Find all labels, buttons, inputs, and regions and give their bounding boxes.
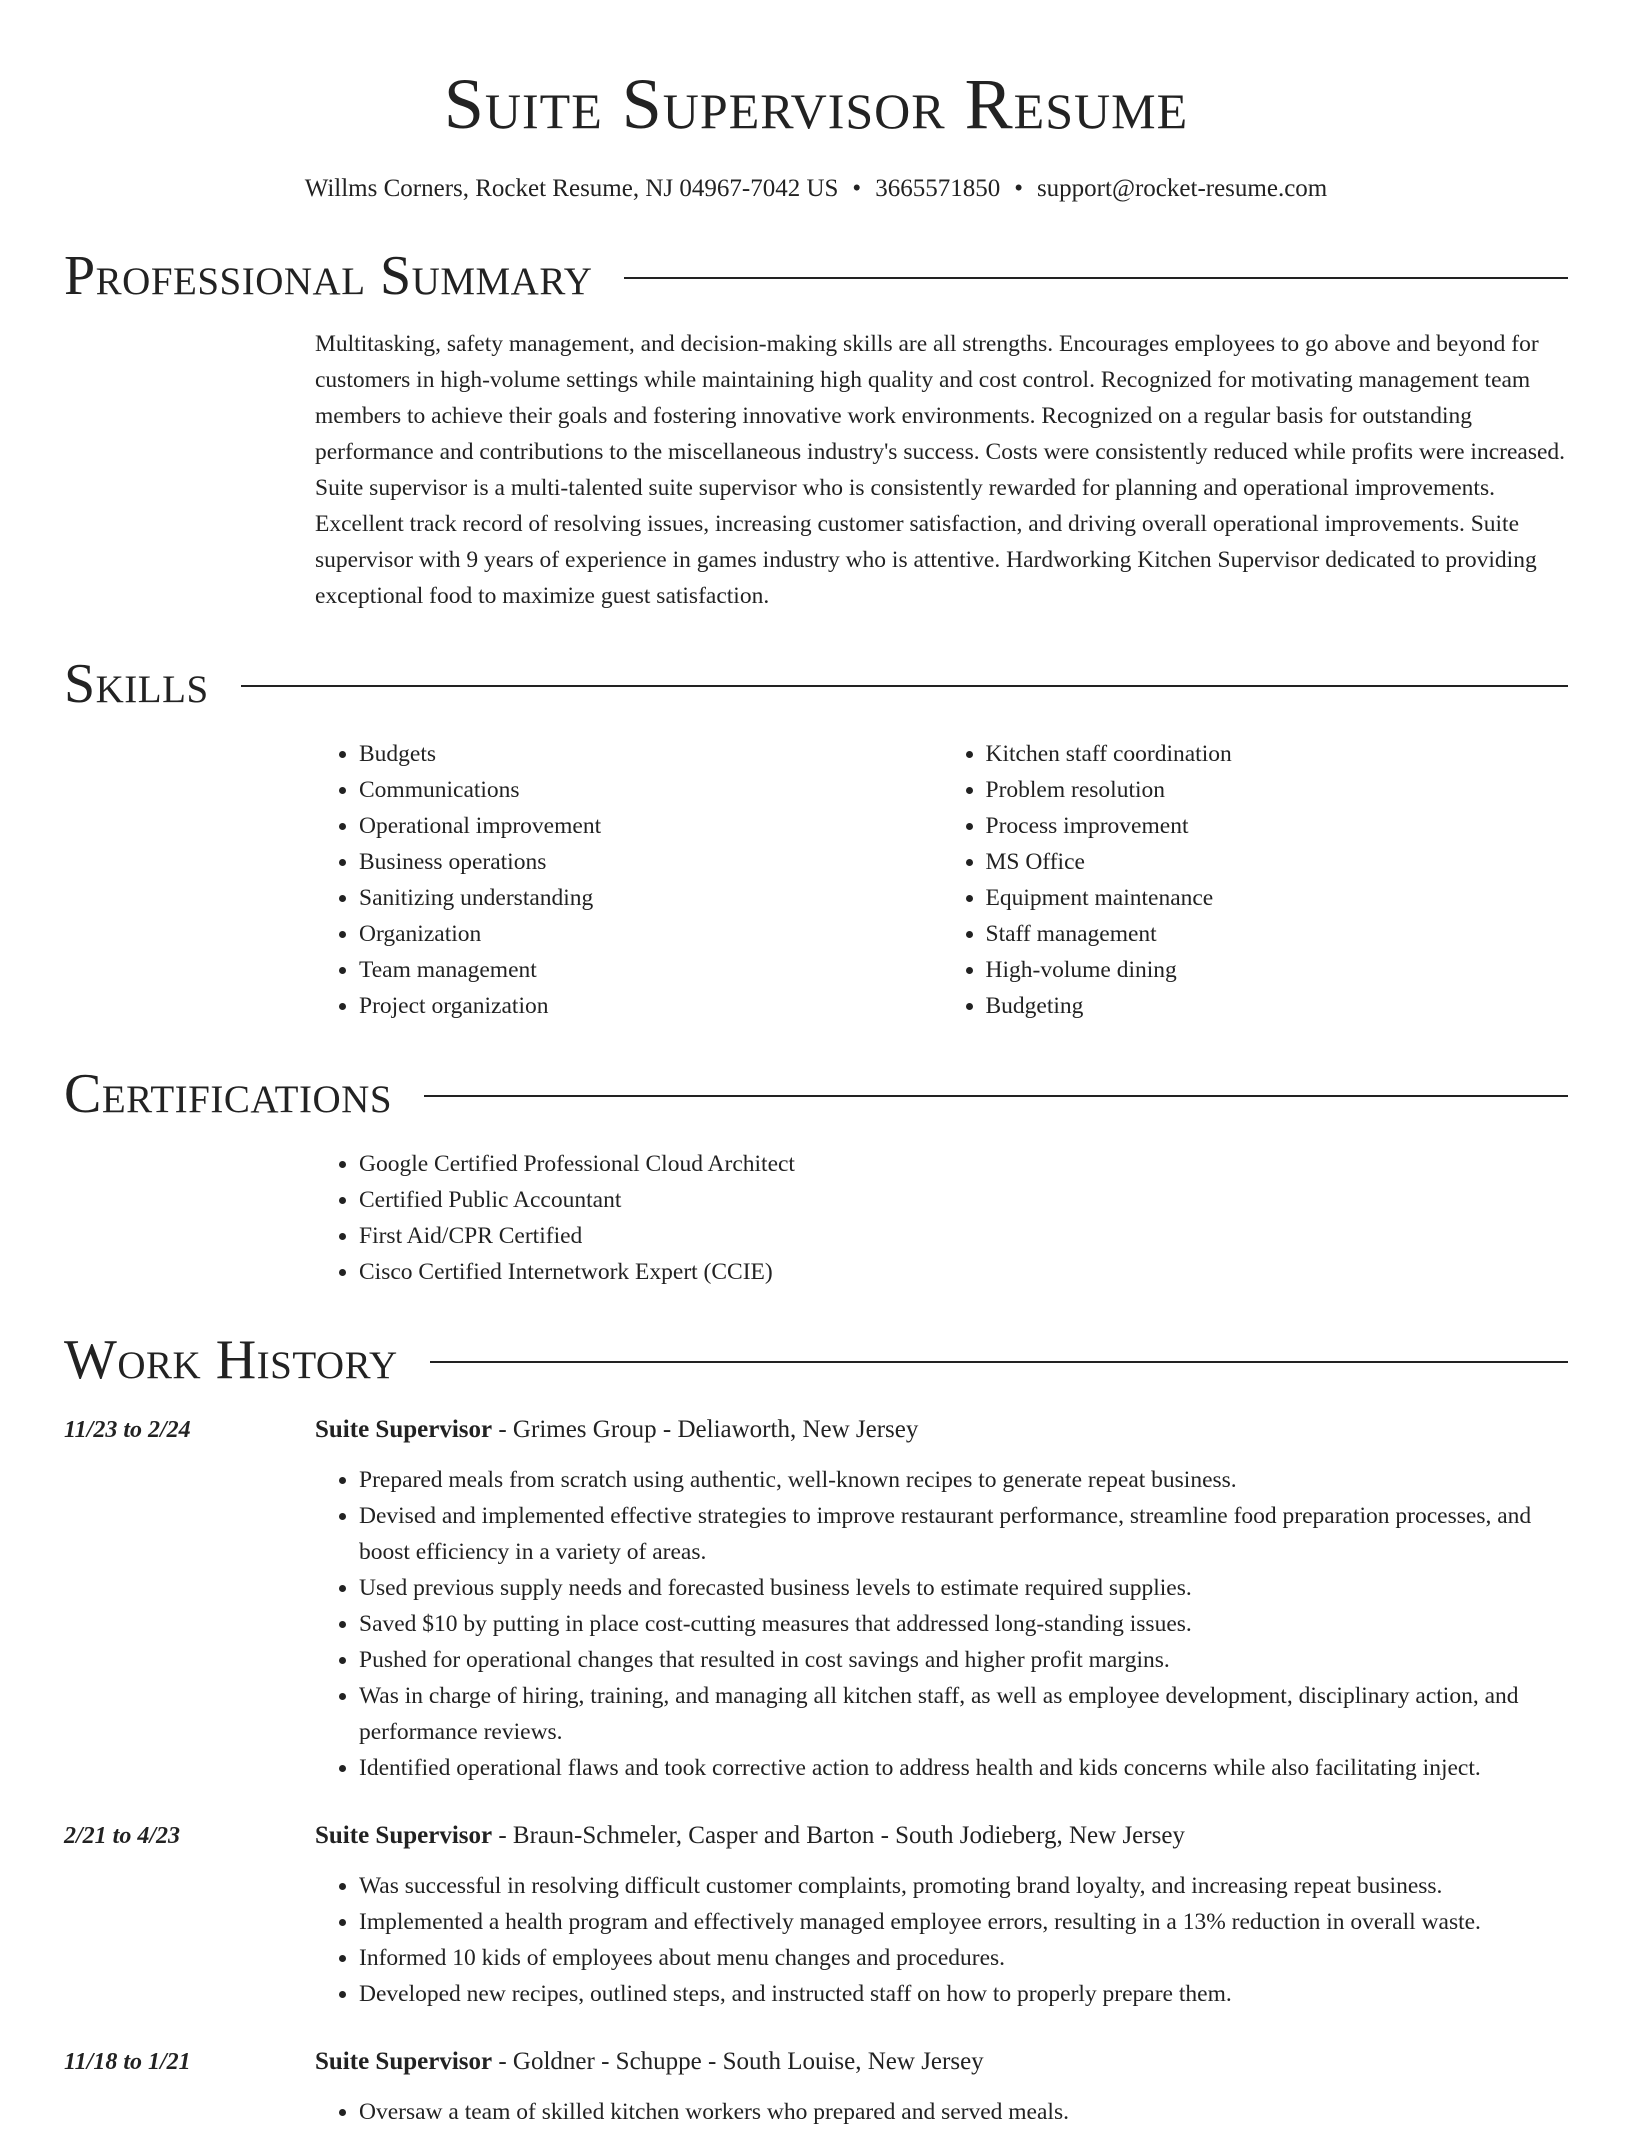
skill-item: • Business operations [359,844,942,880]
job-title-line [315,1818,1568,1854]
certification-item: • Google Certified Professional Cloud Architect [359,1146,1568,1182]
skills-heading: Skills [64,653,209,715]
job-dates: 11/23 to 2/24 [64,1417,191,1443]
job-bullets [315,1462,1568,1786]
skill-item: • Problem resolution [986,772,1569,808]
job-entry [64,2044,1568,2130]
skill-item: • MS Office [986,844,1569,880]
summary-text: Multitasking, safety management, and decision-making skills are all strengths. Encourages employees to go above and beyond for customers in high-volume settings while maintaining high quality and cost control. Recognized for motivating management team members to achieve their goals and fostering innovative work environments. Recognized on a regular basis for outstanding performance and contributions to the miscellaneous industry's success. Costs were consistently reduced while profits were increased. Suite supervisor is a multi-talented suite supervisor who is consistently rewarded for planning and operational improvements. Excellent track record of resolving issues, increasing customer satisfaction, and driving overall operational improvements. Suite supervisor with 9 years of experience in games industry who is attentive. Hardworking Kitchen Supervisor dedicated to providing exceptional food to maximize guest satisfaction. [315,331,1566,609]
contact-line [64,172,1568,206]
work-history-heading: Work History [64,1329,398,1391]
skill-item: • Team management [359,952,942,988]
skill-item: • Sanitizing understanding [359,880,942,916]
job-employer-location: - Goldner - Schuppe - South Louise, New Jersey [492,2048,984,2075]
section-divider [624,277,1568,279]
job-bullets [315,1868,1568,2012]
skill-item: • Project organization [359,988,942,1024]
job-title-line [315,2044,1568,2080]
job-bullet: • Used previous supply needs and forecasted business levels to estimate required supplies. [359,1570,1568,1606]
contact-phone: 3665571850 [875,175,1001,202]
section-divider [430,1361,1568,1363]
skill-item: • Equipment maintenance [986,880,1569,916]
skill-item: • Budgets [359,736,942,772]
section-divider [241,685,1568,687]
job-bullet: • Developed new recipes, outlined steps, and instructed staff on how to properly prepare them. [359,1976,1568,2012]
contact-address: Willms Corners, Rocket Resume, NJ 04967-7042 US [304,175,839,202]
job-bullet: • Was successful in resolving difficult customer complaints, promoting brand loyalty, and increasing repeat business. [359,1868,1568,1904]
job-employer-location: - Braun-Schmeler, Casper and Barton - South Jodieberg, New Jersey [492,1822,1185,1849]
job-dates: 2/21 to 4/23 [64,1823,181,1849]
certifications-header [64,1060,1568,1128]
certifications-list [315,1146,1568,1290]
work-history-header [64,1326,1568,1394]
skill-item: • High-volume dining [986,952,1569,988]
certification-item: • First Aid/CPR Certified [359,1218,1568,1254]
job-bullet: • Saved $10 by putting in place cost-cutting measures that addressed long-standing issues. [359,1606,1568,1642]
job-bullet: • Implemented a health program and effectively managed employee errors, resulting in a 13% reduction in overall waste. [359,1904,1568,1940]
job-details [315,2044,1568,2130]
job-details [315,1818,1568,2012]
job-details [315,1412,1568,1786]
skill-item: • Budgeting [986,988,1569,1024]
job-entry [64,1818,1568,2012]
job-dates: 11/18 to 1/21 [64,2049,191,2075]
skills-columns [315,736,1568,1024]
skills-list-right [942,736,1569,1024]
job-title: Suite Supervisor [315,2048,493,2075]
skill-item: • Staff management [986,916,1569,952]
summary-heading: Professional Summary [64,245,593,307]
job-title-line [315,1412,1568,1448]
job-title: Suite Supervisor [315,1416,493,1443]
certification-item: • Certified Public Accountant [359,1182,1568,1218]
skill-item: • Organization [359,916,942,952]
contact-separator: • [852,175,862,202]
contact-separator: • [1014,175,1023,202]
section-divider [424,1095,1568,1097]
job-bullet: • Was in charge of hiring, training, and managing all kitchen staff, as well as employee development, disciplinary action, and performance reviews. [359,1678,1568,1750]
summary-header [64,242,1568,310]
job-bullet: • Devised and implemented effective strategies to improve restaurant performance, streamline food preparation processes, and boost efficiency in a variety of areas. [359,1498,1568,1570]
resume-page [64,0,1568,2130]
job-bullet: • Pushed for operational changes that resulted in cost savings and higher profit margins. [359,1642,1568,1678]
contact-email[interactable]: support@rocket-resume.com [1036,175,1328,202]
job-bullets [315,2094,1568,2130]
certifications-heading: Certifications [64,1063,393,1125]
skills-list-left [315,736,942,1024]
skill-item: • Process improvement [986,808,1569,844]
job-bullet: • Identified operational flaws and took corrective action to address health and kids concerns while also facilitating inject. [359,1750,1568,1786]
skill-item: • Communications [359,772,942,808]
certification-item: • Cisco Certified Internetwork Expert (CCIE) [359,1254,1568,1290]
resume-title: Suite Supervisor Resume [443,64,1189,144]
job-bullet: • Prepared meals from scratch using authentic, well-known recipes to generate repeat business. [359,1462,1568,1498]
skill-item: • Operational improvement [359,808,942,844]
job-employer-location: - Grimes Group - Deliaworth, New Jersey [492,1416,919,1443]
job-bullet: • Oversaw a team of skilled kitchen workers who prepared and served meals. [359,2094,1568,2130]
skill-item: • Kitchen staff coordination [986,736,1569,772]
job-bullet: • Informed 10 kids of employees about menu changes and procedures. [359,1940,1568,1976]
job-title: Suite Supervisor [315,1822,493,1849]
job-entry [64,1412,1568,1786]
skills-header [64,650,1568,718]
